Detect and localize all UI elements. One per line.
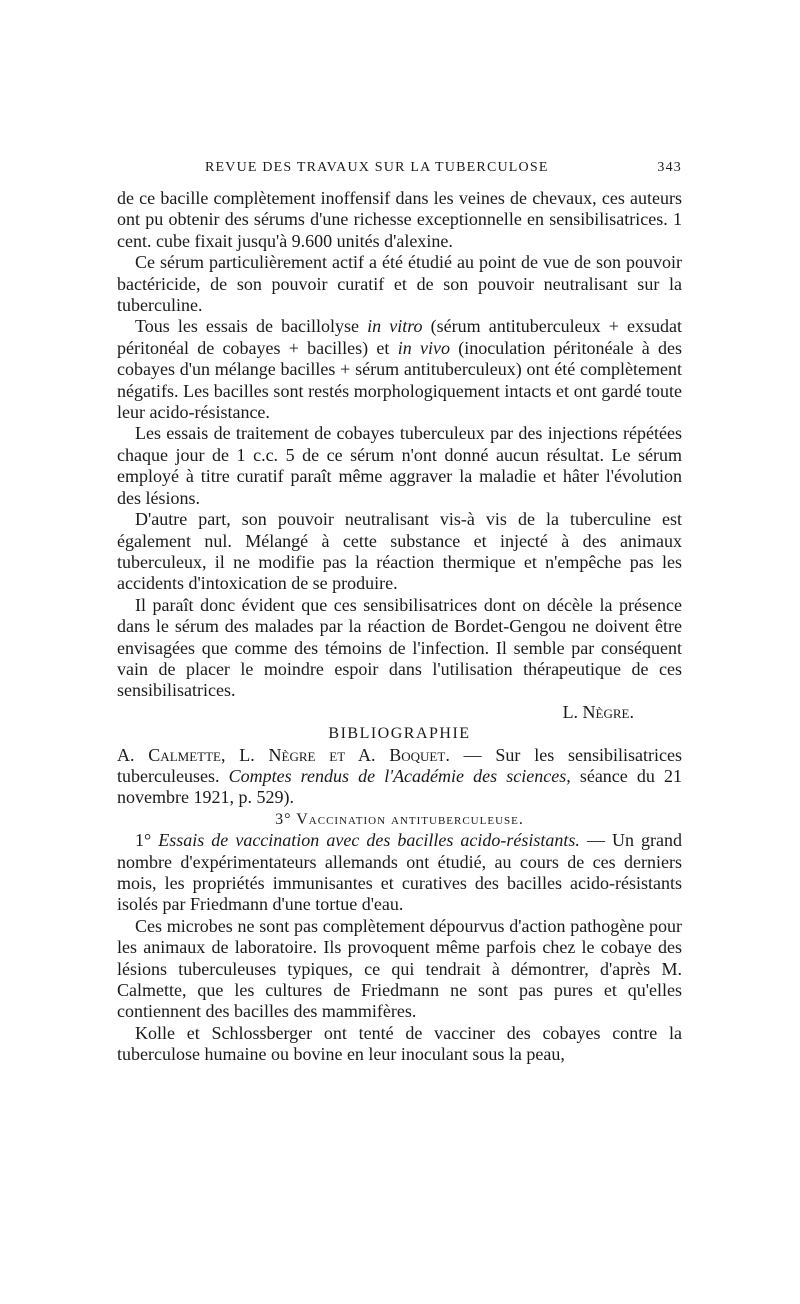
- bibliography-entry: A. Calmette, L. Nègre et A. Boquet. — Sur les sensibilisatrices tuberculeuses. Comptes rendus de l'Académie des sciences, séance du 21 novembre 1921, p. 529).: [117, 744, 682, 808]
- paragraph-continuation: de ce bacille complètement inoffensif dans les veines de chevaux, ces auteurs ont pu obtenir des sérums d'une richesse exceptionnelle en sensibilisatrices. 1 cent. cube fixait jusqu'à 9.600 unités d'alexine.: [117, 188, 682, 251]
- paragraph-pathogenicity: Ces microbes ne sont pas complètement dépourvus d'action pathogène pour les animaux de laboratoire. Ils provoquent même parfois chez le cobaye des lésions tuberculeuses typiques, ce qui tendrait à démontrer, d'après M. Calmette, que les cultures de Friedmann ne sont pas pures et qu'elles contiennent des bacilles des mammifères.: [117, 915, 682, 1022]
- reference-authors: A. Calmette, L. Nègre et A. Boquet.: [117, 744, 450, 765]
- section-heading: 3° Vaccination antituberculeuse.: [275, 810, 524, 828]
- paragraph-treatment-trials: Les essais de traitement de cobayes tuberculeux par des injections répétées chaque jour de 1 c.c. 5 de ce sérum n'ont donné aucun résultat. Le sérum employé à titre curatif paraît même aggraver la maladie et hâter l'évolution des lésions.: [117, 423, 682, 508]
- page-number: 343: [657, 160, 682, 175]
- paragraph-tuberculin-neutralization: D'autre part, son pouvoir neutralisant vis-à vis de la tuberculine est également nul. Mélangé à cette substance et injecté à des animaux tuberculeux, il ne modifie pas la réaction thermique et n'empêche pas les accidents d'intoxication de se produire.: [117, 509, 682, 594]
- in-vitro-italic: in vitro: [367, 316, 423, 337]
- subsection-title: Essais de vaccination avec des bacilles acido-résistants.: [158, 830, 580, 851]
- running-title: REVUE DES TRAVAUX SUR LA TUBERCULOSE: [205, 160, 549, 175]
- reference-journal: Comptes rendus de l'Académie des sciences,: [228, 765, 571, 786]
- in-vivo-italic: in vivo: [397, 337, 450, 358]
- page-body: [117, 188, 682, 1066]
- paragraph-kolle-schlossberger: Kolle et Schlossberger ont tenté de vacciner des cobayes contre la tuberculose humaine ou bovine en leur inoculant sous la peau,: [117, 1022, 682, 1065]
- paragraph-bacillolysis: Tous les essais de bacillolyse in vitro (sérum antituberculeux + exsudat péritonéal de cobayes + bacilles) et in vivo (inoculation péritonéale à des cobayes d'un mélange bacilles + sérum antituberculeux) ont été complètement négatifs. Les bacilles sont restés morphologiquement intacts et ont gardé toute leur acido-résistance.: [117, 316, 682, 423]
- bibliography-heading: BIBLIOGRAPHIE: [328, 725, 471, 743]
- paragraph-subsection-1: 1° Essais de vaccination avec des bacilles acido-résistants. — Un grand nombre d'expérimentateurs allemands ont étudié, au cours de ces derniers mois, les propriétés immunisantes et curatives des bacilles acido-résistants isolés par Friedmann d'une tortue d'eau.: [117, 830, 683, 915]
- paragraph-conclusion: Il paraît donc évident que ces sensibilisatrices dont on décèle la présence dans le sérum des malades par la réaction de Bordet-Gengou ne doivent être envisagées que comme des témoins de l'infection. Il semble par conséquent vain de placer le moindre espoir dans l'utilisation thérapeutique de ces sensibilisatrices.: [117, 594, 682, 701]
- author-signature: L. Nègre.: [562, 701, 634, 722]
- paragraph-serum-activity: Ce sérum particulièrement actif a été étudié au point de vue de son pouvoir bactéricide, de son pouvoir curatif et de son pouvoir neutralisant sur la tuberculine.: [117, 252, 682, 316]
